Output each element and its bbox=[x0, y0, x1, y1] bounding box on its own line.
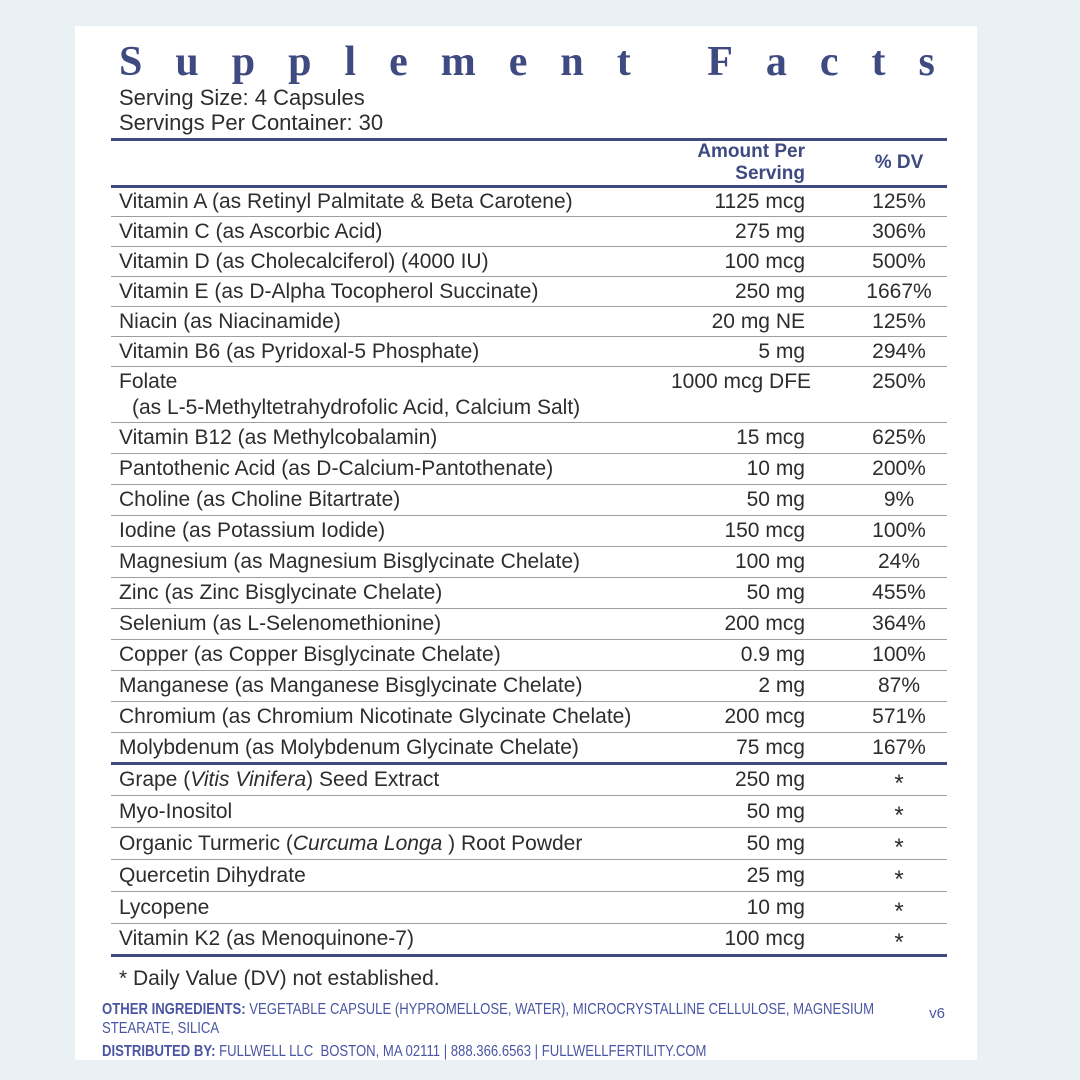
table-header bbox=[111, 140, 947, 187]
other-ingredients-label: OTHER INGREDIENTS: bbox=[102, 1001, 246, 1018]
ingredient-dv: * bbox=[894, 770, 904, 797]
ingredient-amount: 50 mg bbox=[746, 831, 805, 855]
ingredient-name: Molybdenum (as Molybdenum Glycinate Chelate) bbox=[119, 735, 579, 759]
ingredient-amount: 50 mg bbox=[746, 488, 805, 511]
ingredient-dv: 250% bbox=[872, 370, 926, 393]
ingredient-amount: 20 mg NE bbox=[711, 309, 805, 333]
panel-title: Supplement Facts bbox=[119, 39, 968, 85]
ingredient-dv: 571% bbox=[872, 705, 926, 728]
bottom-info bbox=[102, 1000, 938, 1061]
ingredient-dv: * bbox=[894, 929, 904, 956]
table-row bbox=[111, 367, 947, 423]
table-row bbox=[111, 640, 947, 671]
ingredient-name: Copper (as Copper Bisglycinate Chelate) bbox=[119, 643, 501, 666]
ingredient-dv: 625% bbox=[872, 426, 926, 449]
ingredient-name-line2: (as L-5-Methyltetrahydrofolic Acid, Calcium Salt) bbox=[132, 396, 581, 419]
supplement-facts-panel bbox=[75, 26, 977, 1060]
table-row bbox=[111, 217, 947, 247]
ingredient-dv: 87% bbox=[877, 674, 921, 697]
header-percent-dv: % DV bbox=[874, 152, 924, 173]
table-row bbox=[111, 277, 947, 307]
table-row bbox=[111, 485, 947, 516]
ingredient-amount: 10 mg bbox=[746, 895, 805, 919]
ingredient-amount: 100 mcg bbox=[724, 249, 805, 273]
ingredient-amount: 50 mg bbox=[746, 581, 805, 604]
ingredient-amount: 200 mcg bbox=[724, 612, 805, 635]
ingredient-name: Choline (as Choline Bitartrate) bbox=[119, 488, 401, 511]
ingredient-name: Vitamin K2 (as Menoquinone-7) bbox=[119, 927, 414, 950]
ingredient-dv: 306% bbox=[872, 219, 926, 243]
ingredient-amount: 10 mg bbox=[746, 457, 805, 480]
ingredient-dv: 1667% bbox=[866, 279, 932, 303]
vitamins-section bbox=[111, 187, 947, 423]
other-ingredients-text: VEGETABLE CAPSULE (HYPROMELLOSE, WATER), MICROCRYSTALLINE CELLULOSE, MAGNESIUM STEARATE, SILICA bbox=[102, 1001, 878, 1037]
table-row bbox=[111, 307, 947, 337]
ingredient-dv: * bbox=[894, 865, 904, 893]
ingredient-amount: 250 mg bbox=[734, 768, 805, 791]
ingredient-name: Myo-Inositol bbox=[119, 799, 233, 823]
table-row bbox=[111, 924, 947, 956]
ingredient-dv: 364% bbox=[872, 612, 926, 635]
table-row bbox=[111, 764, 947, 796]
ingredient-dv: * bbox=[894, 897, 904, 925]
ingredient-name: Grape (Vitis Vinifera) Seed Extract bbox=[119, 768, 440, 791]
ingredient-dv: 200% bbox=[872, 457, 926, 480]
distributed-by bbox=[102, 1042, 938, 1061]
ingredient-name: Vitamin D (as Cholecalciferol) (4000 IU) bbox=[119, 249, 489, 273]
ingredient-dv: 455% bbox=[872, 581, 926, 604]
table-row bbox=[111, 860, 947, 892]
ingredient-name: Folate (as L-5-Methyltetrahydrofolic Acid, Calcium Salt) bbox=[111, 367, 671, 423]
ingredient-amount: 50 mg bbox=[746, 799, 805, 823]
ingredient-amount: 2 mg bbox=[758, 674, 805, 697]
header-row bbox=[111, 140, 947, 187]
ingredient-name: Vitamin B12 (as Methylcobalamin) bbox=[119, 426, 438, 449]
ingredient-name: Magnesium (as Magnesium Bisglycinate Chelate) bbox=[119, 550, 581, 573]
ingredient-amount: 100 mcg bbox=[724, 927, 805, 950]
ingredient-name: Iodine (as Potassium Iodide) bbox=[119, 519, 386, 542]
ingredient-dv: 24% bbox=[877, 550, 921, 573]
ingredient-dv: 100% bbox=[872, 519, 926, 542]
table-row bbox=[111, 423, 947, 454]
ingredient-name: Pantothenic Acid (as D-Calcium-Pantothenate) bbox=[119, 457, 554, 480]
ingredient-name: Vitamin B6 (as Pyridoxal-5 Phosphate) bbox=[119, 339, 480, 363]
ingredient-amount: 15 mcg bbox=[736, 426, 805, 449]
ingredient-dv: 9% bbox=[883, 488, 915, 511]
ingredient-name: Lycopene bbox=[119, 895, 210, 919]
header-amount-per-serving: Amount Per Serving bbox=[697, 141, 805, 184]
ingredient-name: Organic Turmeric (Curcuma Longa ) Root Powder bbox=[119, 831, 583, 855]
ingredient-amount: 0.9 mg bbox=[740, 643, 805, 666]
servings-per-container: Servings Per Container: 30 bbox=[119, 110, 384, 135]
ingredient-amount: 150 mcg bbox=[724, 519, 805, 542]
ingredient-name: Manganese (as Manganese Bisglycinate Chelate) bbox=[119, 674, 583, 697]
supplement-facts-table bbox=[111, 138, 947, 957]
ingredient-dv: 100% bbox=[872, 643, 926, 666]
table-row bbox=[111, 733, 947, 764]
table-row bbox=[111, 454, 947, 485]
table-row bbox=[111, 892, 947, 924]
table-row bbox=[111, 702, 947, 733]
ingredient-amount: 75 mcg bbox=[736, 735, 805, 759]
ingredient-dv: 125% bbox=[872, 309, 926, 333]
ingredient-dv: * bbox=[894, 833, 904, 861]
ingredient-amount: 200 mcg bbox=[724, 705, 805, 728]
table-row bbox=[111, 547, 947, 578]
distributed-by-text: FULLWELL LLC BOSTON, MA 02111 | 888.366.6563 | FULLWELLFERTILITY.COM bbox=[215, 1043, 707, 1060]
ingredient-name: Niacin (as Niacinamide) bbox=[119, 309, 341, 333]
table-row bbox=[111, 187, 947, 217]
table-row bbox=[111, 337, 947, 367]
ingredient-dv: 500% bbox=[872, 249, 926, 273]
ingredient-dv: 294% bbox=[872, 339, 926, 363]
table-row bbox=[111, 609, 947, 640]
ingredient-dv: 125% bbox=[872, 190, 926, 213]
header-ingredient bbox=[111, 140, 671, 187]
ingredient-amount: 1125 mcg bbox=[714, 190, 805, 213]
other-ingredients bbox=[102, 1000, 938, 1038]
distributed-by-label: DISTRIBUTED BY: bbox=[102, 1043, 216, 1060]
botanicals-section bbox=[111, 764, 947, 956]
ingredient-amount: 275 mg bbox=[734, 219, 805, 243]
ingredient-amount: 5 mg bbox=[758, 339, 805, 363]
ingredient-name: Zinc (as Zinc Bisglycinate Chelate) bbox=[119, 581, 443, 604]
ingredient-name: Quercetin Dihydrate bbox=[119, 863, 306, 887]
ingredient-dv: * bbox=[894, 801, 904, 829]
ingredient-name: Vitamin A (as Retinyl Palmitate & Beta Carotene) bbox=[119, 190, 573, 213]
ingredient-amount: 1000 mcg DFE bbox=[671, 370, 812, 393]
table-row bbox=[111, 247, 947, 277]
ingredient-amount: 25 mg bbox=[746, 863, 805, 887]
minerals-section bbox=[111, 423, 947, 764]
table-row bbox=[111, 516, 947, 547]
ingredient-name: Vitamin C (as Ascorbic Acid) bbox=[119, 219, 383, 243]
ingredient-amount: 100 mg bbox=[734, 550, 805, 573]
ingredient-name: Chromium (as Chromium Nicotinate Glycinate Chelate) bbox=[119, 705, 632, 728]
table-row bbox=[111, 796, 947, 828]
table-row bbox=[111, 671, 947, 702]
dv-footnote: * Daily Value (DV) not established. bbox=[119, 967, 440, 990]
table-row bbox=[111, 828, 947, 860]
ingredient-name: Vitamin E (as D-Alpha Tocopherol Succinate) bbox=[119, 279, 539, 303]
ingredient-amount: 250 mg bbox=[734, 279, 805, 303]
serving-size: Serving Size: 4 Capsules bbox=[119, 85, 365, 110]
version-tag: v6 bbox=[929, 1005, 945, 1022]
ingredient-name: Selenium (as L-Selenomethionine) bbox=[119, 612, 442, 635]
table-row bbox=[111, 578, 947, 609]
ingredient-dv: 167% bbox=[872, 735, 926, 759]
